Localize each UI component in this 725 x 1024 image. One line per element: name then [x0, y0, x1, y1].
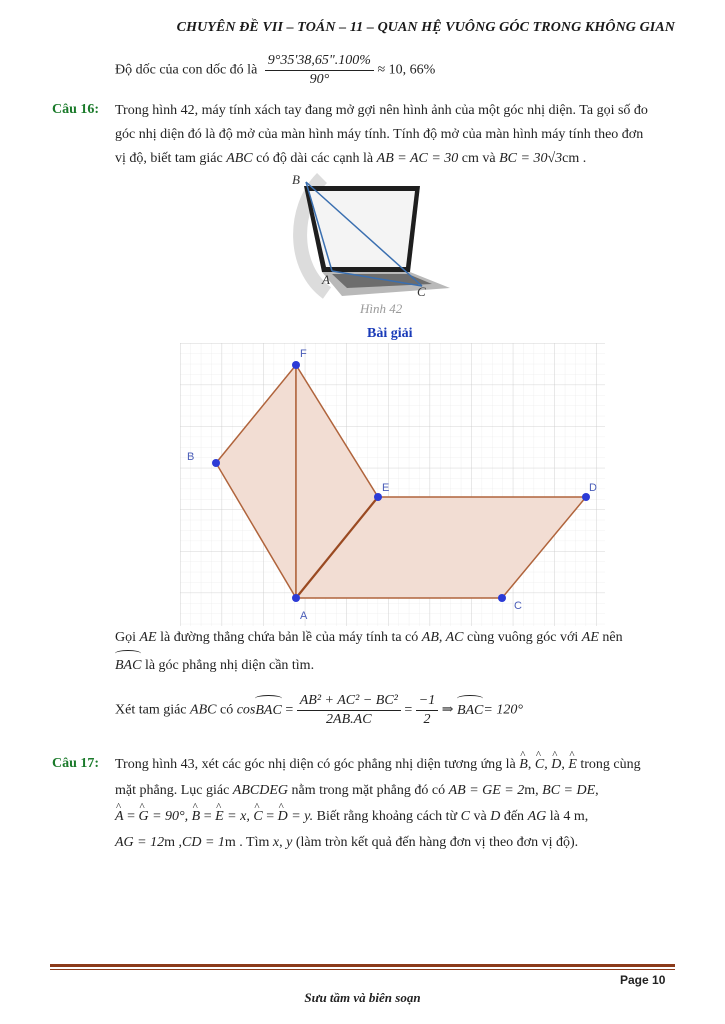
- point-a: [292, 594, 300, 602]
- graph-label-b: B: [187, 451, 195, 463]
- q17-angle-c: ^ C: [535, 752, 544, 778]
- sol3-num2: −1: [416, 692, 438, 711]
- slope-fraction: [265, 52, 374, 89]
- point-f: [292, 361, 300, 369]
- q17-eq-y: = y.: [291, 809, 314, 824]
- q17-tim: Tìm: [246, 835, 270, 850]
- q17-line3-rest: Biết rằng khoảng cách từ: [316, 809, 458, 824]
- q17-ag: AG: [527, 809, 547, 824]
- q16-line1: Trong hình 42, máy tính xách tay đang mở gợi nên hình ảnh của một góc nhị diện. Ta gọi số đo: [115, 103, 648, 118]
- sol-angle-bac: BAC: [115, 654, 141, 678]
- q17-line2-a: mặt phẳng. Lục giác: [115, 783, 230, 798]
- sol3-angle-bac: BAC: [255, 699, 281, 723]
- q17-angle-b2: ^ B: [192, 804, 201, 830]
- sol3-den2: 2: [423, 712, 431, 727]
- q17-angle-a: ^ A: [115, 804, 124, 830]
- q17-cd: CD = 1: [182, 835, 225, 850]
- q16-eq1: AB = AC = 30: [376, 151, 459, 166]
- point-c: [498, 594, 506, 602]
- sol-ae: AE: [139, 630, 157, 645]
- point-d: [582, 493, 590, 501]
- q17-la: là 4 m,: [549, 809, 589, 824]
- q17-text-b: trong cùng: [580, 757, 641, 772]
- figure-caption: Hình 42: [360, 301, 403, 316]
- q17-end: (làm tròn kết quả đến hàng đơn vị theo đơn vị độ).: [295, 835, 579, 850]
- sol3-result: = 120°: [483, 702, 523, 718]
- graph-label-d: D: [589, 482, 597, 494]
- sol-text-a: Gọi: [115, 630, 136, 645]
- sol-text-d: nên: [602, 630, 623, 645]
- q17-x: x: [272, 835, 280, 850]
- sol3-angle-bac2: BAC: [457, 699, 483, 723]
- sol3-fraction-2: [416, 692, 438, 729]
- q16-abc: ABC: [226, 151, 253, 166]
- q17-angle-e: ^ E: [568, 752, 577, 778]
- solution-title: Bài giải: [367, 326, 413, 341]
- q17-eq2: BC = DE: [542, 783, 596, 798]
- q17-ag-12: AG = 12: [115, 835, 165, 850]
- q17-text: [115, 752, 680, 856]
- q16-line2: góc nhị diện đó là độ mở của màn hình máy tính. Tính độ mở của màn hình máy tính theo đơn: [115, 127, 644, 142]
- q17-comma: ,: [595, 783, 599, 798]
- sol3-cos: cos: [236, 702, 256, 718]
- graph-label-c: C: [514, 600, 522, 612]
- sol3-fraction-1: [297, 692, 401, 729]
- sol3-co: có: [219, 702, 234, 718]
- q17-label: Câu 17:: [52, 756, 100, 771]
- footer-rule-thin: [50, 969, 675, 970]
- slope-denominator: 90°: [309, 72, 330, 87]
- q16-text-a: vị độ, biết tam giác: [115, 151, 223, 166]
- page-header: CHUYÊN ĐỀ VII – TOÁN – 11 – QUAN HỆ VUÔNG GÓC TRONG KHÔNG GIAN: [176, 20, 675, 35]
- solution-text-3: Xét tam giác ABC có cosBAC = $\frac{\text{AB² + AC² − BC²}}{2AB.AC}$ = $\frac{-1}{2}$ ⇒ BAC= 120°: [115, 693, 523, 727]
- q17-line2: [115, 778, 680, 804]
- q16-cm2: cm .: [562, 151, 587, 166]
- solution-text-2: [115, 654, 314, 678]
- q17-y: y: [286, 835, 293, 850]
- q17-m2: m ,: [164, 835, 182, 850]
- q17-line2-b: nằm trong mặt phẳng đó có: [291, 783, 446, 798]
- laptop-figure: [282, 168, 452, 300]
- solution-graph: [180, 343, 605, 626]
- q17-point-d: D: [490, 809, 501, 824]
- point-e: [374, 493, 382, 501]
- slope-prefix: Độ dốc của con dốc đó là: [115, 62, 258, 78]
- sol-text-c: cùng vuông góc với: [467, 630, 579, 645]
- graph-label-e: E: [382, 482, 390, 494]
- q17-eq-x: = x,: [227, 809, 250, 824]
- q17-angle-e2: ^ E: [215, 804, 224, 830]
- laptop-screen: [309, 191, 415, 267]
- figure-label-a: A: [322, 272, 330, 287]
- q17-angle-g: ^ G: [138, 804, 148, 830]
- sol-ae2: AE: [581, 630, 599, 645]
- q17-eq-90: = 90°,: [152, 809, 189, 824]
- q17-m: m,: [524, 783, 539, 798]
- slope-line: [115, 52, 435, 89]
- sol3-den: 2AB.AC: [326, 712, 372, 727]
- q16-cm1: cm và: [461, 151, 496, 166]
- q17-abcdeg: ABCDEG: [232, 783, 289, 798]
- sol3-num: AB² + AC² − BC²: [297, 692, 401, 711]
- q17-eq1: AB = GE = 2: [448, 783, 525, 798]
- figure-label-b: B: [292, 172, 300, 187]
- solution-text-1: [115, 626, 685, 650]
- q16-text-b: có độ dài các cạnh là: [256, 151, 374, 166]
- sol-abac: AB, AC: [421, 630, 464, 645]
- q17-den: đến: [503, 809, 525, 824]
- q17-angle-c2: ^ C: [253, 804, 262, 830]
- footer-credit: Sưu tầm và biên soạn: [304, 990, 421, 1005]
- q17-text-a: Trong hình 43, xét các góc nhị diện có góc phẳng nhị diện tương ứng là: [115, 757, 516, 772]
- q17-point-c: C: [460, 809, 470, 824]
- figure-label-c: C: [417, 284, 426, 299]
- q17-comma2: ,: [279, 835, 283, 850]
- sol3-arrow: ⇒: [441, 702, 454, 718]
- q17-m3: m .: [224, 835, 243, 850]
- sol3-text-a: Xét tam giác: [115, 702, 187, 718]
- q17-angle-d2: ^ D: [278, 804, 288, 830]
- q17-line3: ^ A = ^ G = 90°, ^ B = ^ E = x, ^ C = ^ D = y. Biết rằng khoảng cách từ C và D đến AG là 4 m,: [115, 804, 680, 830]
- q17-angle-d: ^ D: [551, 752, 561, 778]
- slope-numerator: 9°35'38,65".100%: [265, 52, 374, 71]
- graph-label-f: F: [300, 348, 307, 360]
- graph-label-a: A: [300, 610, 308, 622]
- point-b: [212, 459, 220, 467]
- sol-text-b: là đường thẳng chứa bản lề của máy tính ta có: [160, 630, 419, 645]
- slope-result: ≈ 10, 66%: [377, 62, 436, 78]
- q17-va: và: [473, 809, 487, 824]
- q17-line1: Trong hình 43, xét các góc nhị diện có góc phẳng nhị diện tương ứng là ^ B, ^ C, ^ D, ^ E trong cùng: [115, 752, 680, 778]
- q17-line4: [115, 830, 680, 856]
- q16-label: Câu 16:: [52, 102, 100, 117]
- q17-angle-b: ^ B: [519, 752, 528, 778]
- sol-line2-rest: là góc phẳng nhị diện cần tìm.: [144, 658, 315, 673]
- footer-rule-thick: [50, 964, 675, 967]
- sol3-abc: ABC: [190, 702, 217, 718]
- page-number: Page 10: [620, 973, 666, 987]
- q16-text: [115, 99, 680, 171]
- q16-eq2: BC = 30√3: [499, 151, 563, 166]
